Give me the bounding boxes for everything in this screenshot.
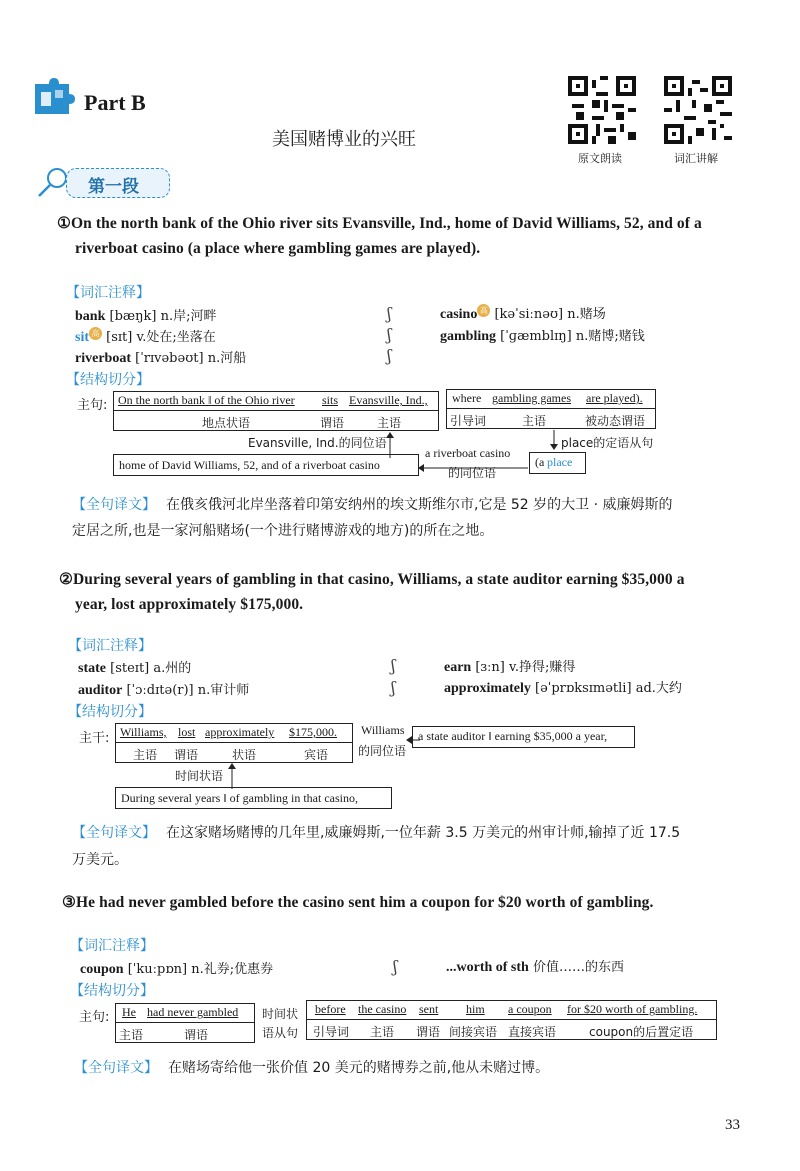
s2-time-caption: 时间状语	[175, 769, 224, 783]
s1-box1-a: On the north bank ‖ of the Ohio river	[118, 393, 295, 407]
s3-mid-caption2: 语从句	[262, 1026, 299, 1040]
s3-box2-c: sent	[419, 1002, 439, 1016]
s3-box2-a: before	[315, 1002, 346, 1016]
s1-label-passive: 被动态谓语	[585, 414, 646, 428]
swirl-divider: ʃ	[387, 325, 392, 344]
s1-attr-caption: place的定语从句	[561, 436, 654, 450]
s2-label-subject: 主语	[133, 748, 158, 762]
s2-appos-label: 的同位语	[358, 744, 407, 758]
qr-code-reading[interactable]	[568, 76, 636, 144]
s3-label-postmodifier: coupon的后置定语	[589, 1025, 694, 1039]
s1-label-subject: 主语	[377, 416, 402, 430]
magnifier-icon	[36, 166, 70, 200]
s3-label-guide: 引导词	[313, 1025, 350, 1039]
s3-struct-label: 【结构切分】	[70, 983, 154, 999]
s1-struct-label: 【结构切分】	[66, 372, 150, 388]
qr-label-reading: 原文朗读	[578, 152, 622, 165]
s3-label-subject2: 主语	[370, 1025, 395, 1039]
swirl-divider: ʃ	[393, 957, 398, 976]
qr-label-vocab: 词汇讲解	[674, 152, 718, 165]
s1-vocab-label: 【词汇注释】	[66, 285, 150, 301]
s3-trans-line1: 在赌场寄给他一张价值 20 美元的赌博券之前,他从未赌过博。	[168, 1060, 550, 1076]
s3-trans-label: 【全句译文】	[74, 1060, 158, 1076]
s2-english-line2: year, lost approximately $175,000.	[75, 596, 304, 613]
s2-english-line1: ②During several years of gambling in that casino, Williams, a state auditor earning $35,000 a	[59, 571, 685, 588]
section-title: 第一段	[88, 177, 139, 197]
part-heading: Part B	[84, 90, 146, 115]
s3-vocab-coupon: coupon [ˈkuːpɒn] n.礼券;优惠券	[80, 962, 274, 977]
swirl-divider: ʃ	[391, 656, 396, 675]
s1-trans-label: 【全句译文】	[72, 497, 156, 513]
s1-vocab-sit: sit 高 [sɪt] v.处在;坐落在	[75, 328, 216, 345]
s1-mid-text: a riverboat casino	[425, 446, 511, 460]
s3-divider-line	[115, 1022, 255, 1023]
s1-vocab-casino: casino 高 [kəˈsiːnəʊ] n.赌场	[440, 305, 606, 322]
swirl-divider: ʃ	[391, 678, 396, 697]
s1-appos-caption: Evansville, Ind.的同位语	[248, 436, 387, 450]
s1-mid-label: 的同位语	[448, 466, 497, 480]
s1-trans-line1: 在俄亥俄河北岸坐落着印第安纳州的埃文斯维尔市,它是 52 岁的大卫 · 威廉姆斯的	[166, 497, 673, 513]
s1-box1-c: Evansville, Ind.,	[349, 393, 428, 407]
qr-code-vocab[interactable]	[664, 76, 732, 144]
s2-vocab-label: 【词汇注释】	[68, 638, 152, 654]
s2-divider-line	[115, 742, 353, 743]
s2-time-text: During several years ‖ of gambling in that casino,	[121, 791, 358, 805]
s3-main-label: 主句:	[79, 1010, 110, 1025]
s1-divider-line	[446, 408, 656, 409]
page-title: 美国赌博业的兴旺	[272, 129, 416, 150]
s3-label-predicate: 谓语	[184, 1028, 209, 1042]
s2-appos-word: Williams	[361, 723, 405, 737]
s2-arrow-up	[227, 763, 237, 789]
s2-box1-b: lost	[178, 725, 196, 739]
s2-box1-c: approximately	[205, 725, 275, 739]
s2-vocab-approximately: approximately [əˈprɒksɪmətli] ad.大约	[444, 681, 682, 696]
s2-label-adverbial: 状语	[232, 748, 257, 762]
s3-vocab-worth: ...worth of sth 价值……的东西	[446, 960, 624, 975]
puzzle-icon	[33, 76, 77, 116]
s1-main-label: 主句:	[77, 398, 108, 413]
s3-divider-line	[306, 1019, 717, 1020]
s3-box2-f: for $20 worth of gambling.	[567, 1002, 698, 1016]
s1-english-line2: riverboat casino (a place where gambling games are played).	[75, 240, 481, 257]
s1-box2-c: are played).	[586, 391, 643, 405]
s1-label-subject2: 主语	[522, 414, 547, 428]
s2-trans-line1: 在这家赌场赌博的几年里,威廉姆斯,一位年薪 3.5 万美元的州审计师,输掉了近 17.5	[166, 825, 681, 841]
s3-label-indirect-object: 间接宾语	[449, 1025, 498, 1039]
s2-trans-line2: 万美元。	[72, 852, 128, 868]
s1-label-adverbial: 地点状语	[202, 416, 251, 430]
s2-trans-label: 【全句译文】	[72, 825, 156, 841]
s2-struct-label: 【结构切分】	[68, 704, 152, 720]
s2-main-label: 主干:	[79, 731, 110, 746]
s3-box1-b: had never gambled	[147, 1005, 239, 1019]
s1-appos-text: home of David Williams, 52, and of a riverboat casino	[119, 458, 380, 472]
s1-arrow-down	[549, 430, 559, 452]
s2-vocab-state: state [steɪt] a.州的	[78, 661, 192, 676]
s1-box2-b: gambling games	[492, 391, 571, 405]
s1-english-line1: ①On the north bank of the Ohio river sits Evansville, Ind., home of David Williams, 52, and of a	[57, 215, 702, 232]
s2-label-object: 宾语	[304, 748, 329, 762]
s3-label-predicate2: 谓语	[416, 1025, 441, 1039]
s1-vocab-riverboat: riverboat [ˈrɪvəbəʊt] n.河船	[75, 351, 247, 366]
s1-vocab-bank: bank [bæŋk] n.岸;河畔	[75, 309, 217, 324]
s3-label-subject: 主语	[119, 1028, 144, 1042]
s3-vocab-label: 【词汇注释】	[70, 938, 154, 954]
s1-label-predicate: 谓语	[320, 416, 345, 430]
s2-label-predicate: 谓语	[174, 748, 199, 762]
s1-vocab-gambling: gambling [ˈɡæmblɪŋ] n.赌博;赌钱	[440, 329, 645, 344]
swirl-divider: ʃ	[387, 304, 392, 323]
s3-box2-b: the casino	[358, 1002, 407, 1016]
s1-box1-b: sits	[322, 393, 339, 407]
page-number: 33	[725, 1117, 740, 1133]
swirl-divider: ʃ	[387, 346, 392, 365]
s2-appos-text: a state auditor ‖ earning $35,000 a year,	[418, 729, 608, 743]
s2-vocab-earn: earn [ɜːn] v.挣得;赚得	[444, 660, 576, 675]
s2-box1-a: Williams,	[120, 725, 167, 739]
s1-place-word: place	[547, 455, 573, 469]
s3-mid-caption1: 时间状	[262, 1007, 299, 1021]
s3-box1-a: He	[122, 1005, 136, 1019]
s1-label-guide: 引导词	[450, 414, 487, 428]
s3-box2-e: a coupon	[508, 1002, 552, 1016]
s3-label-direct-object: 直接宾语	[508, 1025, 557, 1039]
s2-box1-d: $175,000.	[289, 725, 337, 739]
s1-divider-line	[113, 410, 439, 411]
s1-trans-line2: 定居之所,也是一家河船赌场(一个进行赌博游戏的地方)的所在之地。	[72, 523, 494, 539]
s1-box2-a: where	[452, 391, 482, 405]
s2-vocab-auditor: auditor [ˈɔːdɪtə(r)] n.审计师	[78, 683, 250, 698]
s3-english-line1: ③He had never gambled before the casino sent him a coupon for $20 worth of gambling.	[62, 894, 654, 911]
s1-place-a: (a	[535, 455, 545, 469]
s3-box2-d: him	[466, 1002, 485, 1016]
